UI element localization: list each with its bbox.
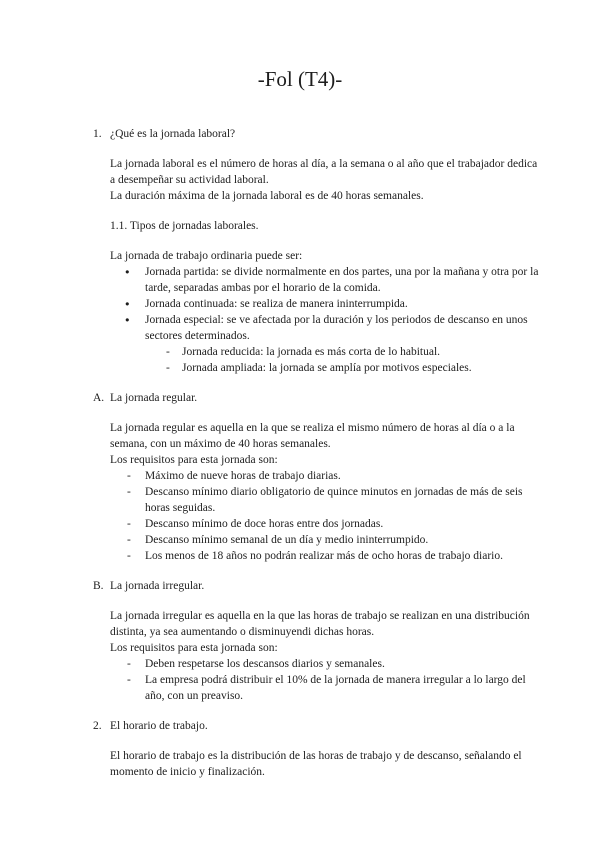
dash-marker-icon: -	[166, 362, 170, 374]
list-item	[127, 656, 545, 672]
paragraph: La jornada irregular es aquella en la que las horas de trabajo se realizan en una distribución distinta, ya sea aumentando o disminuyendi dichas horas.	[110, 610, 530, 638]
dash-list	[93, 656, 545, 704]
list-item-text: Deben respetarse los descansos diarios y semanales.	[145, 658, 385, 670]
list-item	[125, 312, 545, 344]
dash-list	[93, 468, 545, 564]
paragraph: La duración máxima de la jornada laboral es de 40 horas semanales.	[110, 190, 424, 202]
dash-marker-icon: -	[127, 674, 131, 686]
list-item	[127, 468, 545, 484]
paragraph: La jornada regular es aquella en la que se realiza el mismo número de horas al día o a la semana, con un máximo de 40 horas semanales.	[110, 422, 515, 450]
dash-marker-icon: -	[127, 518, 131, 530]
section-a-title: La jornada regular.	[110, 392, 198, 404]
section-1-title: ¿Qué es la jornada laboral?	[110, 128, 236, 140]
dash-marker-icon: -	[166, 346, 170, 358]
list-item-text: Jornada continuada: se realiza de manera ininterrumpida.	[145, 298, 408, 310]
list-item-text: Jornada ampliada: la jornada se amplía por motivos especiales.	[182, 362, 472, 374]
list-item-text: La empresa podrá distribuir el 10% de la jornada de manera irregular a lo largo del año, con un preaviso.	[145, 674, 526, 702]
bullet-marker-icon: ●	[125, 315, 130, 324]
bullet-list	[93, 264, 545, 376]
dash-marker-icon: -	[127, 470, 131, 482]
paragraph: Los requisitos para esta jornada son:	[110, 454, 278, 466]
list-item	[125, 296, 545, 312]
list-item-text: Descanso mínimo de doce horas entre dos jornadas.	[145, 518, 384, 530]
section-b-letter: B.	[93, 580, 104, 592]
sub-list-item	[166, 360, 545, 376]
section-a-letter: A.	[93, 392, 105, 404]
paragraph: El horario de trabajo es la distribución de las horas de trabajo y de descanso, señalando el momento de inicio y finalización.	[110, 750, 522, 778]
list-item-text: Jornada especial: se ve afectada por la duración y los periodos de descanso en unos sectores determinados.	[145, 314, 528, 342]
list-item	[127, 516, 545, 532]
list-item-text: Descanso mínimo diario obligatorio de quince minutos en jornadas de más de seis horas seguidas.	[145, 486, 523, 514]
section-2-number: 2.	[93, 720, 102, 732]
section-1-1-heading: 1.1. Tipos de jornadas laborales.	[110, 220, 259, 232]
list-item	[127, 548, 545, 564]
list-item-text: Los menos de 18 años no podrán realizar más de ocho horas de trabajo diario.	[145, 550, 503, 562]
section-a-heading	[93, 390, 545, 406]
dash-marker-icon: -	[127, 658, 131, 670]
section-b-title: La jornada irregular.	[110, 580, 205, 592]
section-1-heading	[93, 126, 545, 142]
dash-marker-icon: -	[127, 534, 131, 546]
document-body	[0, 126, 600, 780]
bullet-marker-icon: ●	[125, 267, 130, 276]
paragraph: Los requisitos para esta jornada son:	[110, 642, 278, 654]
list-item-text: Jornada partida: se divide normalmente en dos partes, una por la mañana y otra por la tarde, separadas ambas por el horario de la comida.	[145, 266, 539, 294]
dash-marker-icon: -	[127, 486, 131, 498]
list-item	[125, 264, 545, 296]
section-2-title: El horario de trabajo.	[110, 720, 208, 732]
sub-list-item	[166, 344, 545, 360]
section-b-heading	[93, 578, 545, 594]
document-title: -Fol (T4)-	[257, 67, 343, 91]
paragraph: La jornada de trabajo ordinaria puede ser:	[110, 250, 303, 262]
list-item	[127, 672, 545, 704]
bullet-marker-icon: ●	[125, 299, 130, 308]
list-item	[127, 484, 545, 516]
dash-marker-icon: -	[127, 550, 131, 562]
section-2-heading	[93, 718, 545, 734]
paragraph: La jornada laboral es el número de horas al día, a la semana o al año que el trabajador dedica a desempeñar su actividad laboral.	[110, 158, 538, 186]
list-item-text: Jornada reducida: la jornada es más corta de lo habitual.	[182, 346, 441, 358]
list-item-text: Máximo de nueve horas de trabajo diarias.	[145, 470, 341, 482]
list-item	[127, 532, 545, 548]
list-item-text: Descanso mínimo semanal de un día y medio ininterrumpido.	[145, 534, 429, 546]
section-1-number: 1.	[93, 128, 102, 140]
